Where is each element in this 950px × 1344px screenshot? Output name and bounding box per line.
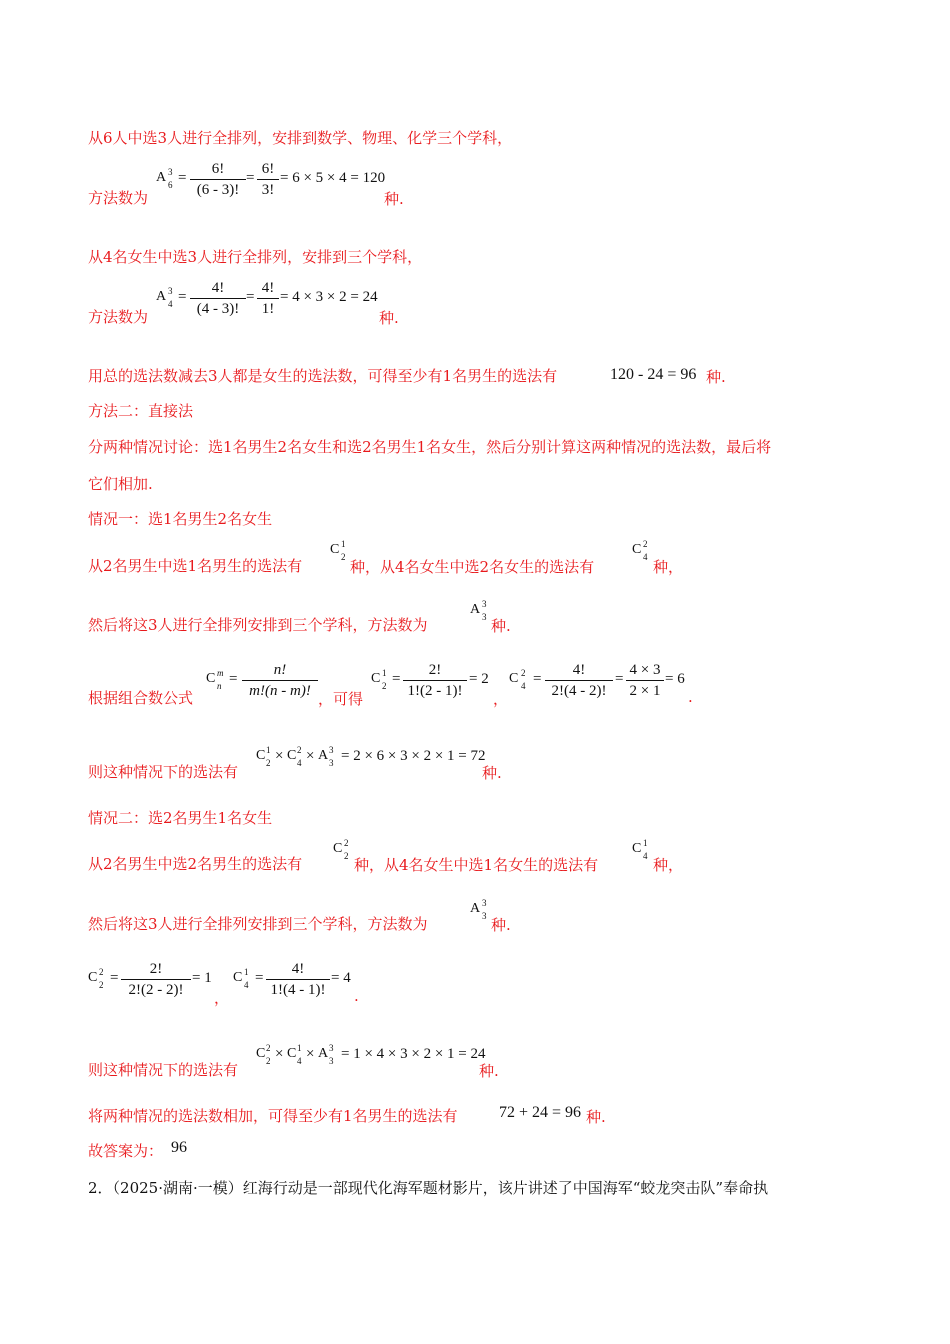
text-line-13: 则这种情况下的选法有 bbox=[88, 763, 239, 781]
unit-label: 种. bbox=[586, 1108, 606, 1126]
next-question-text: 2．（2025·湖南·一模）红海行动是一部现代化海军题材影片，该片讲述了中国海军“蛟龙突击队”奉命执 bbox=[88, 1179, 769, 1197]
formula-result: = 2 × 6 × 3 × 2 × 1 = 72 bbox=[341, 748, 486, 764]
formula-result: = 1 bbox=[192, 970, 212, 986]
period: . bbox=[354, 987, 359, 1005]
fraction-numerator: 6! bbox=[261, 161, 275, 177]
equals-sign: = bbox=[533, 671, 542, 687]
text-line-3: 从4名女生中选3人进行全排列，安排到三个学科， bbox=[88, 248, 423, 266]
fraction-bar bbox=[190, 298, 246, 299]
perm-symbol: A bbox=[318, 1046, 329, 1061]
comb-symbol: C bbox=[287, 1046, 297, 1061]
text-line-12: 根据组合数公式 bbox=[88, 689, 194, 707]
unit-label: 种. bbox=[491, 617, 511, 635]
equals-sign: = bbox=[110, 970, 119, 986]
method-two-heading: 方法二：直接法 bbox=[88, 402, 194, 420]
perm-sub: 3 bbox=[482, 911, 487, 921]
formula-result: = 4 × 3 × 2 = 24 bbox=[280, 289, 378, 305]
formula-result: = 6 bbox=[665, 671, 685, 687]
times-sign: × bbox=[306, 1046, 315, 1062]
perm-sup: 3 bbox=[329, 745, 334, 755]
comb-symbol: C bbox=[632, 841, 642, 856]
perm-sub: 4 bbox=[168, 299, 173, 309]
answer-value: 96 bbox=[171, 1139, 187, 1156]
comb-sup: m bbox=[217, 668, 224, 678]
text-line-19: 将两种情况的选法数相加，可得至少有1名男生的选法有 bbox=[88, 1107, 458, 1125]
comb-sup: 1 bbox=[382, 668, 387, 678]
product-fraction bbox=[626, 661, 664, 700]
comb-symbol: C bbox=[206, 671, 216, 686]
perm-symbol: A bbox=[470, 602, 481, 617]
fraction-1 bbox=[190, 279, 246, 318]
perm-sup: 3 bbox=[168, 167, 173, 177]
method-count-label-1: 方法数为 bbox=[88, 189, 149, 207]
comb-symbol: C bbox=[509, 671, 519, 686]
result-expression: 120 - 24 = 96 bbox=[610, 366, 697, 383]
unit-label: 种. bbox=[706, 368, 726, 386]
comb-sub: 2 bbox=[266, 1056, 271, 1066]
case-two-heading: 情况二：选2名男生1名女生 bbox=[88, 809, 273, 827]
comb-sub: 2 bbox=[341, 552, 346, 562]
unit-label: 种. bbox=[384, 190, 404, 208]
comb-sub: 4 bbox=[244, 980, 249, 990]
fraction-denominator: 3! bbox=[261, 182, 275, 198]
comb-sup: 1 bbox=[244, 967, 249, 977]
fraction-numerator: 6! bbox=[211, 161, 225, 177]
fraction-denominator: (6 - 3)! bbox=[196, 182, 240, 198]
fraction-numerator: 4! bbox=[291, 961, 305, 977]
comb-symbol: C bbox=[256, 1046, 266, 1061]
fraction-denominator: 1!(2 - 1)! bbox=[407, 683, 463, 699]
comb-sup: 2 bbox=[521, 668, 526, 678]
comb-fraction bbox=[242, 661, 318, 700]
fraction-numerator: n! bbox=[273, 662, 287, 678]
equals-sign: = bbox=[246, 170, 255, 186]
fraction-bar bbox=[190, 179, 246, 180]
unit-label: 种. bbox=[379, 309, 399, 327]
comb-sub: 4 bbox=[521, 681, 526, 691]
equals-sign: = bbox=[229, 671, 238, 687]
answer-label: 故答案为： bbox=[88, 1142, 164, 1160]
comb-sup: 2 bbox=[643, 539, 648, 549]
times-sign: × bbox=[275, 1046, 284, 1062]
fraction-denominator: m!(n - m)! bbox=[249, 683, 311, 699]
separator-comma: ， bbox=[493, 690, 509, 708]
equals-sign: = bbox=[246, 289, 255, 305]
fraction-bar bbox=[257, 179, 279, 180]
result-expression: 72 + 24 = 96 bbox=[499, 1104, 582, 1121]
perm-symbol: A bbox=[470, 901, 481, 916]
unit-label: 种. bbox=[479, 1062, 499, 1080]
fraction-numerator: 4 × 3 bbox=[629, 662, 661, 678]
text-line-10c: 种， bbox=[653, 558, 684, 576]
comb-sub: n bbox=[217, 681, 222, 691]
fraction-bar bbox=[626, 680, 664, 681]
comb-fraction bbox=[545, 661, 613, 700]
fraction-2 bbox=[257, 160, 279, 199]
text-line-7: 分两种情况讨论：选1名男生2名女生和选2名男生1名女生，然后分别计算这两种情况的选法数，最后将 bbox=[88, 438, 772, 456]
unit-label: 种. bbox=[482, 764, 502, 782]
text-line-11: 然后将这3人进行全排列安排到三个学科，方法数为 bbox=[88, 616, 428, 634]
comb-sub: 2 bbox=[99, 980, 104, 990]
text-line-1: 从6人中选3人进行全排列，安排到数学、物理、化学三个学科， bbox=[88, 129, 513, 147]
fraction-bar bbox=[266, 979, 330, 980]
perm-symbol: A bbox=[156, 289, 167, 304]
fraction-denominator: (4 - 3)! bbox=[196, 301, 240, 317]
fraction-bar bbox=[121, 979, 191, 980]
text-line-18: 则这种情况下的选法有 bbox=[88, 1061, 239, 1079]
comb-sup: 1 bbox=[266, 745, 271, 755]
case-one-heading: 情况一：选1名男生2名女生 bbox=[88, 510, 273, 528]
period: . bbox=[688, 688, 693, 706]
method-count-label-2: 方法数为 bbox=[88, 308, 149, 326]
comb-fraction bbox=[266, 960, 330, 999]
comb-sub: 4 bbox=[643, 851, 648, 861]
perm-sub: 3 bbox=[329, 1056, 334, 1066]
equals-sign: = bbox=[178, 289, 187, 305]
perm-sup: 3 bbox=[329, 1043, 334, 1053]
text-line-12b: ，可得 bbox=[318, 690, 364, 708]
comb-symbol: C bbox=[256, 748, 266, 763]
perm-sup: 3 bbox=[168, 286, 173, 296]
comb-sub: 2 bbox=[382, 681, 387, 691]
text-line-15c: 种， bbox=[653, 856, 684, 874]
equals-sign: = bbox=[178, 170, 187, 186]
fraction-numerator: 4! bbox=[211, 280, 225, 296]
formula-result: = 6 × 5 × 4 = 120 bbox=[280, 170, 386, 186]
comb-symbol: C bbox=[632, 542, 642, 557]
fraction-numerator: 2! bbox=[428, 662, 442, 678]
comb-sup: 1 bbox=[341, 539, 346, 549]
perm-sub: 6 bbox=[168, 180, 173, 190]
separator-comma: ， bbox=[214, 989, 230, 1007]
comb-symbol: C bbox=[88, 970, 98, 985]
comb-symbol: C bbox=[333, 841, 343, 856]
text-line-5: 用总的选法数减去3人都是女生的选法数，可得至少有1名男生的选法有 bbox=[88, 367, 558, 385]
comb-sub: 4 bbox=[643, 552, 648, 562]
comb-sup: 2 bbox=[297, 745, 302, 755]
fraction-2 bbox=[257, 279, 279, 318]
comb-sub: 4 bbox=[297, 758, 302, 768]
perm-symbol: A bbox=[318, 748, 329, 763]
formula-result: = 2 bbox=[469, 671, 489, 687]
comb-sup: 2 bbox=[99, 967, 104, 977]
fraction-denominator: 2!(2 - 2)! bbox=[128, 982, 184, 998]
text-line-10b: 种，从4名女生中选2名女生的选法有 bbox=[350, 558, 595, 576]
fraction-bar bbox=[257, 298, 279, 299]
comb-sub: 4 bbox=[297, 1056, 302, 1066]
comb-sup: 2 bbox=[344, 838, 349, 848]
comb-sup: 2 bbox=[266, 1043, 271, 1053]
fraction-bar bbox=[242, 680, 318, 681]
fraction-numerator: 4! bbox=[572, 662, 586, 678]
text-line-15a: 从2名男生中选2名男生的选法有 bbox=[88, 855, 303, 873]
unit-label: 种. bbox=[491, 916, 511, 934]
comb-sup: 1 bbox=[297, 1043, 302, 1053]
fraction-denominator: 1! bbox=[261, 301, 275, 317]
comb-sub: 2 bbox=[266, 758, 271, 768]
times-sign: × bbox=[275, 748, 284, 764]
text-line-16: 然后将这3人进行全排列安排到三个学科，方法数为 bbox=[88, 915, 428, 933]
text-line-10a: 从2名男生中选1名男生的选法有 bbox=[88, 557, 303, 575]
comb-sup: 1 bbox=[643, 838, 648, 848]
fraction-1 bbox=[190, 160, 246, 199]
comb-sub: 2 bbox=[344, 851, 349, 861]
perm-sub: 3 bbox=[329, 758, 334, 768]
comb-fraction bbox=[403, 661, 467, 700]
text-line-8: 它们相加. bbox=[88, 475, 153, 493]
times-sign: × bbox=[306, 748, 315, 764]
equals-sign: = bbox=[615, 671, 624, 687]
formula-result: = 1 × 4 × 3 × 2 × 1 = 24 bbox=[341, 1046, 486, 1062]
comb-symbol: C bbox=[287, 748, 297, 763]
perm-sup: 3 bbox=[482, 898, 487, 908]
perm-sup: 3 bbox=[482, 599, 487, 609]
comb-fraction bbox=[121, 960, 191, 999]
perm-sub: 3 bbox=[482, 612, 487, 622]
fraction-denominator: 2 × 1 bbox=[629, 683, 661, 699]
fraction-denominator: 2!(4 - 2)! bbox=[551, 683, 607, 699]
fraction-bar bbox=[545, 680, 613, 681]
equals-sign: = bbox=[255, 970, 264, 986]
comb-symbol: C bbox=[233, 970, 243, 985]
comb-symbol: C bbox=[330, 542, 340, 557]
perm-symbol: A bbox=[156, 170, 167, 185]
fraction-bar bbox=[403, 680, 467, 681]
fraction-numerator: 4! bbox=[261, 280, 275, 296]
text-line-15b: 种，从4名女生中选1名女生的选法有 bbox=[354, 856, 599, 874]
fraction-numerator: 2! bbox=[149, 961, 163, 977]
comb-symbol: C bbox=[371, 671, 381, 686]
equals-sign: = bbox=[392, 671, 401, 687]
fraction-denominator: 1!(4 - 1)! bbox=[270, 982, 326, 998]
formula-result: = 4 bbox=[331, 970, 351, 986]
